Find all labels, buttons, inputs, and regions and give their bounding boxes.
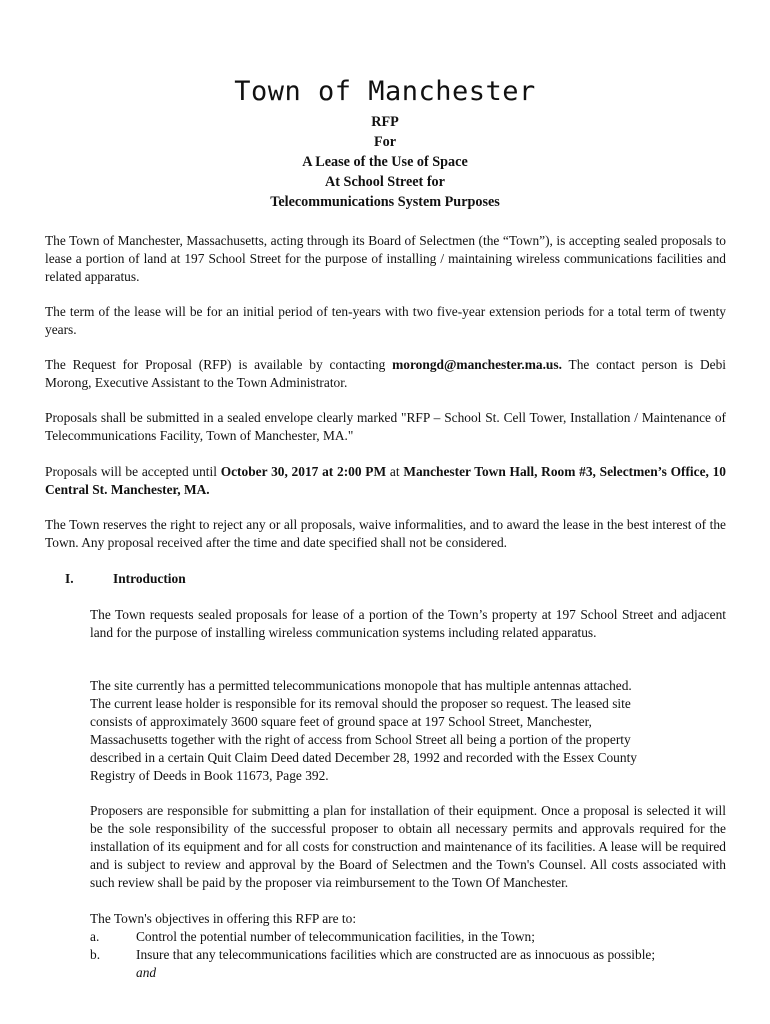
site-line: described in a certain Quit Claim Deed dated December 28, 1992 and recorded with the Essex County (90, 750, 637, 765)
document-title: Town of Manchester (234, 76, 536, 107)
heading-line: At School Street for (325, 174, 445, 190)
objectives-intro: The Town's objectives in offering this RFP are to: (90, 911, 357, 926)
rfp-heading (0, 112, 770, 212)
section-paragraph-site (90, 677, 730, 785)
site-line: consists of approximately 3600 square feet of ground space at 197 School Street, Manchester, (90, 714, 592, 729)
site-line: The current lease holder is responsible for its removal should the proposer so request. The leased site (90, 696, 631, 711)
lease-term-paragraph: The term of the lease will be for an initial period of ten-years with two five-year extension periods for a total term of twenty years. (45, 304, 726, 337)
deadline-location: Manchester Town Hall, Room #3, Selectmen’s Office, 10 Central St. Manchester, MA. (45, 464, 727, 497)
list-item-text-main: Insure that any telecommunications facilities which are constructed are as innocuous as possible; (136, 947, 656, 962)
list-marker: a. (90, 929, 100, 944)
section-paragraph-request: The Town requests sealed proposals for lease of a portion of the Town’s property at 197 School Street and adjacent land for the purpose of installing wireless communication systems including related apparatus. (90, 607, 726, 640)
site-line: Registry of Deeds in Book 11673, Page 392. (90, 768, 329, 783)
heading-line: A Lease of the Use of Space (302, 154, 468, 170)
heading-line: RFP (371, 114, 399, 130)
heading-line: Telecommunications System Purposes (270, 194, 500, 210)
section-paragraph-proposers: Proposers are responsible for submitting a plan for installation of their equipment. Once a proposal is selected it will be the sole responsibility of the successful proposer to obtain all necessary permits and approvals required for the installation of its equipment and for all costs for construction and maintenance of its facilities. A lease will be required and is subject to review and approval by the Board of Selectmen and the Town's Counsel. All costs associated with such review shall be paid by the proposer via reimbursement to the Town Of Manchester. (90, 803, 726, 890)
contact-email-link[interactable]: morongd@manchester.ma.us. (392, 357, 562, 372)
list-marker: b. (90, 947, 101, 962)
section-heading (65, 570, 186, 588)
rfp-availability-paragraph (45, 356, 726, 392)
deadline-connector: at (386, 464, 404, 479)
list-item-text: Control the potential number of telecommunication facilities, in the Town; (136, 929, 535, 944)
deadline-paragraph (45, 463, 726, 499)
deadline-date: October 30, 2017 at 2:00 PM (220, 464, 387, 479)
reservation-paragraph: The Town reserves the right to reject any or all proposals, waive informalities, and to award the lease in the best interest of the Town. Any proposal received after the time and date specified shall not be considered. (45, 517, 726, 550)
heading-line: For (373, 134, 397, 150)
list-item-text-tail: and (136, 965, 157, 980)
deadline-text: Proposals will be accepted until (45, 464, 221, 479)
availability-text: The Request for Proposal (RFP) is available by contacting (45, 357, 393, 372)
contact-person-text: The contact person is Debi Morong, Executive Assistant to the Town Administrator. (45, 357, 727, 390)
site-line: Massachusetts together with the right of access from School Street all being a portion of the property (90, 732, 631, 747)
site-line: The site currently has a permitted telecommunications monopole that has multiple antennas attached. (90, 678, 632, 693)
list-item-text (136, 946, 726, 982)
section-number: I. (65, 571, 74, 586)
section-title: Introduction (113, 571, 186, 586)
submission-paragraph: Proposals shall be submitted in a sealed envelope clearly marked "RFP – School St. Cell Tower, Installation / Maintenance of Telecommunications Facility, Town of Manchester, MA." (45, 410, 726, 443)
intro-paragraph: The Town of Manchester, Massachusetts, acting through its Board of Selectmen (the “Town”), is accepting sealed proposals to lease a portion of land at 197 School Street for the purpose of installing / maintaining wireless communications facilities and related apparatus. (45, 233, 726, 284)
